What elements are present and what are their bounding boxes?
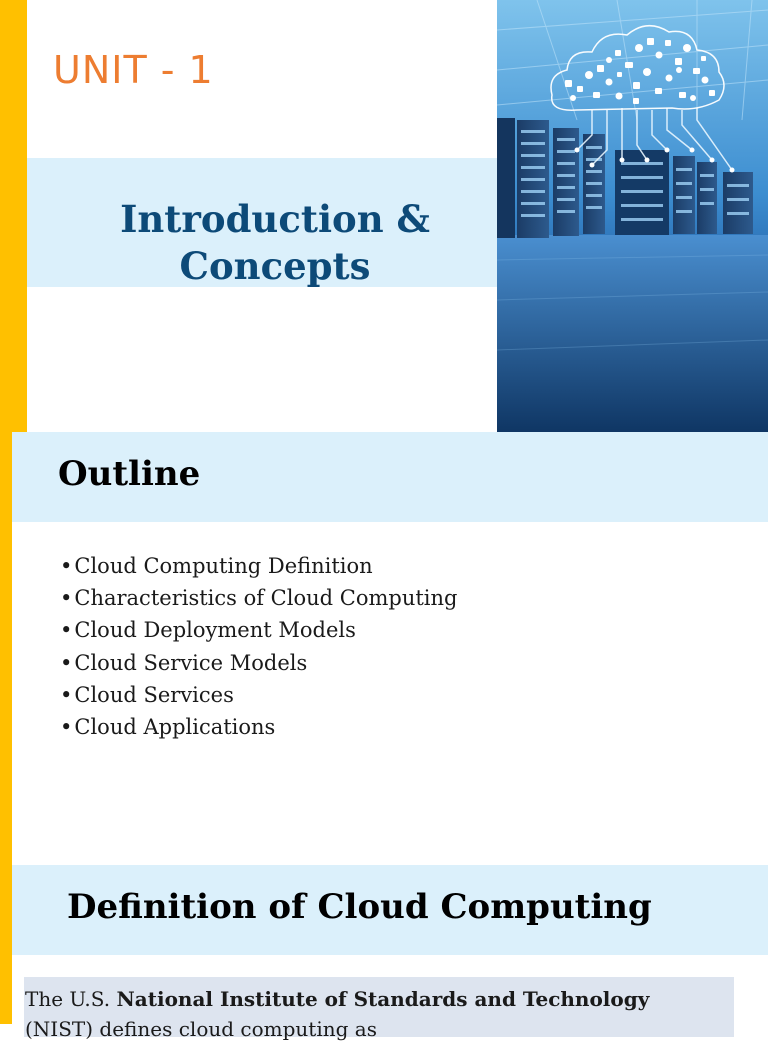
title-line-2: Concepts — [179, 244, 371, 288]
body-prefix: The U.S. — [25, 987, 117, 1011]
accent-bar — [0, 432, 12, 865]
accent-bar — [0, 0, 27, 432]
body-line-2: (NIST) defines cloud computing as — [25, 1017, 377, 1041]
cloud-datacenter-image — [497, 0, 768, 432]
outline-slide — [0, 432, 768, 865]
list-item: • Cloud Deployment Models — [60, 614, 457, 646]
unit-label: UNIT - 1 — [53, 48, 214, 92]
title-slide — [0, 0, 768, 432]
definition-heading: Definition of Cloud Computing — [67, 887, 652, 927]
accent-bar — [0, 865, 12, 1024]
definition-slide — [0, 865, 768, 1041]
list-item: • Cloud Service Models — [60, 647, 457, 679]
outline-list — [60, 550, 457, 743]
outline-heading: Outline — [58, 454, 201, 494]
list-item: • Characteristics of Cloud Computing — [60, 582, 457, 614]
definition-body — [25, 984, 737, 1044]
list-item: • Cloud Computing Definition — [60, 550, 457, 582]
slide-title — [27, 196, 523, 290]
list-item: • Cloud Applications — [60, 711, 457, 743]
title-line-1: Introduction & — [120, 197, 430, 241]
body-bold: National Institute of Standards and Technology — [116, 987, 650, 1011]
list-item: • Cloud Services — [60, 679, 457, 711]
